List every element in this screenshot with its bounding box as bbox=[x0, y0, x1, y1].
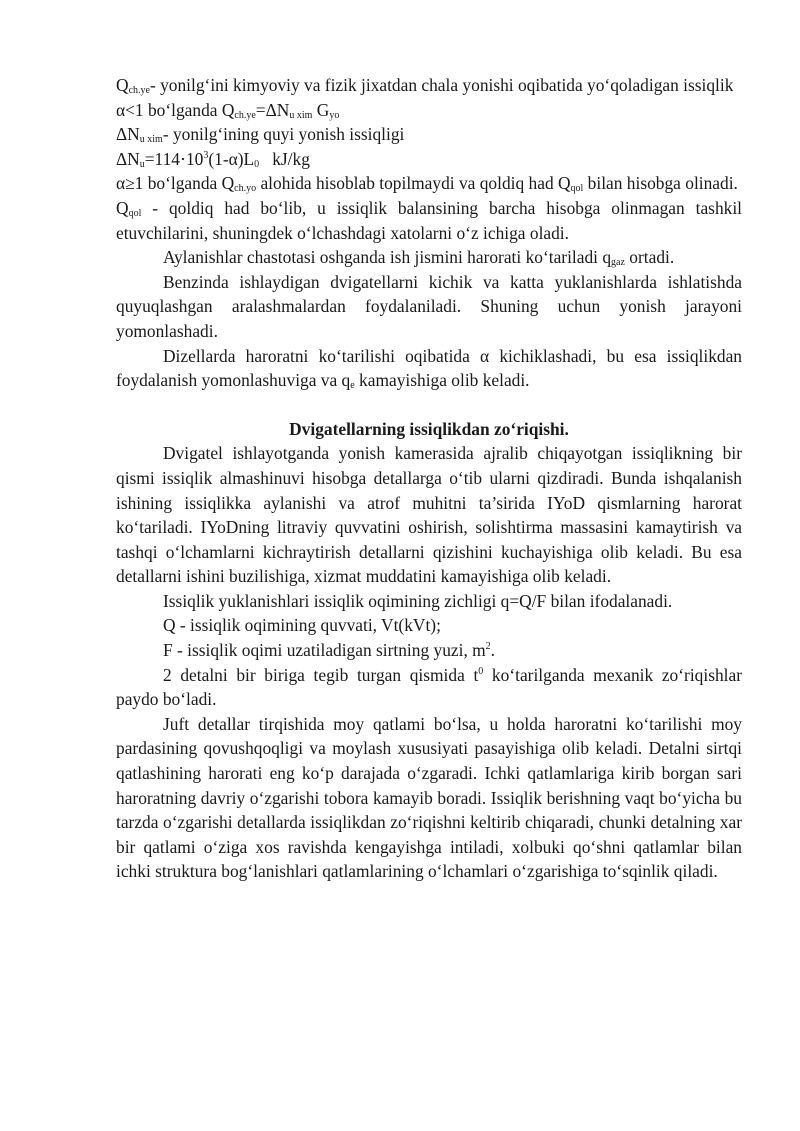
superscript: 2 bbox=[485, 641, 491, 653]
paragraph-text: - qoldiq had bo‘lib, u issiqlik balansining barcha hisobga olinmagan tashkil etuvchilarini, shuningdek o‘lchashdagi xatolarni o‘z ichiga oladi. bbox=[116, 197, 742, 243]
paragraph-text: ortadi. bbox=[624, 247, 675, 268]
paragraph-text: alohida hisoblab topilmaydi va qoldiq had Q bbox=[256, 173, 571, 194]
paragraph-q-ch-ye bbox=[116, 73, 742, 98]
paragraph-engine-heat: Dvigatel ishlayotganda yonish kamerasida ajralib chiqayotgan issiqlikning bir qismi issiqlik almashinuvi hisobga detallarga o‘tib ularni qizdiradi. Bunda ishqalanish ishining issiqlikka aylanishi va atrof muhitni ta’sirida IYoD qismlarning harorat ko‘tariladi. IYoDning litraviy quvvatini oshirish, solishtirma massasini kamaytirish va tashqi o‘lchamlarni kichraytirish detallarni qizishini kuchayishiga olib keladi. Bu esa detallarni ishini buzilishiga, xizmat muddatini kamayishiga olib keladi. bbox=[116, 443, 742, 587]
subscript: ch.ye bbox=[128, 85, 150, 96]
subscript: u bbox=[139, 158, 145, 170]
symbol-q: Q bbox=[116, 75, 129, 95]
section-heading: Dvigatellarning issiqlikdan zo‘riqishi. bbox=[289, 418, 569, 439]
subscript: ch.yo bbox=[234, 183, 257, 195]
paragraph-petrol-engines: Benzinda ishlaydigan dvigatellarni kichik va katta yuklanishlarda ishlatishda quyuqlashgan aralashmalardan foydalaniladi. Shuning uchun yonish jarayoni yomonlashadi. bbox=[116, 271, 742, 341]
paragraph-text: Dizellarda haroratni ko‘tarilishi oqibatida α kichiklashadi, bu esa issiqlikdan foydalanish yomonlashuviga va q bbox=[116, 345, 742, 391]
subscript: u xim bbox=[139, 134, 163, 146]
paragraph-alpha-ge-1 bbox=[116, 171, 742, 196]
formula-text: - yonilg‘ining quyi yonish issiqligi bbox=[162, 124, 405, 145]
paragraph-heat-flux: Issiqlik yuklanishlari issiqlik oqimining zichligi q=Q/F bilan ifodalanadi. bbox=[163, 590, 673, 611]
subscript: ch.ye bbox=[234, 109, 256, 121]
paragraph-rotation-frequency bbox=[116, 245, 742, 270]
subscript: e bbox=[350, 380, 355, 392]
superscript: 0 bbox=[478, 665, 484, 677]
superscript: 3 bbox=[203, 149, 209, 161]
formula-text: ΔN bbox=[116, 124, 140, 145]
subscript: 0 bbox=[254, 158, 260, 170]
paragraph-text: F - issiqlik oqimi uzatiladigan sirtning yuzi, m bbox=[163, 640, 486, 661]
paragraph-f-definition bbox=[116, 638, 742, 663]
formula-text: G bbox=[312, 99, 330, 120]
subscript: gaz bbox=[611, 257, 625, 269]
formula-text: kJ/kg bbox=[259, 148, 310, 169]
paragraph-text: α≥1 bo‘lganda Q bbox=[116, 173, 235, 194]
paragraph-mechanical-stress bbox=[116, 663, 742, 712]
formula-text: (1-α)L bbox=[208, 148, 255, 169]
paragraph-text: . bbox=[490, 640, 496, 661]
paragraph-text: ko‘tarilganda mexanik zo‘riqishlar paydo bo‘ladi. bbox=[116, 664, 743, 710]
subscript: yo bbox=[329, 109, 340, 121]
paragraph-q-qol bbox=[116, 196, 742, 245]
formula-line-2 bbox=[116, 122, 742, 147]
paragraph-text: - yonilg‘ini kimyoviy va fizik jixatdan chala yonishi oqibatida yo‘qoladigan issiqlik bbox=[149, 75, 734, 95]
formula-line-1 bbox=[116, 98, 742, 123]
formula-text: ΔN bbox=[116, 148, 140, 169]
paragraph-q-definition: Q - issiqlik oqimining quvvati, Vt(kVt); bbox=[163, 615, 441, 636]
symbol-q: Q bbox=[116, 197, 129, 218]
subscript: u xim bbox=[289, 109, 313, 121]
subscript: qol bbox=[128, 207, 142, 219]
paragraph-text: kamayishiga olib keladi. bbox=[354, 370, 530, 391]
paragraph-text: 2 detalni bir biriga tegib turgan qismida t bbox=[163, 664, 479, 685]
paragraph-diesels bbox=[116, 344, 742, 393]
subscript: qol bbox=[570, 183, 584, 195]
formula-text: =114⋅10 bbox=[144, 148, 204, 169]
paragraph-oil-layer: Juft detallar tirqishida moy qatlami bo‘lsa, u holda haroratni ko‘tarilishi moy pardasining qovushqoqligi va moylash xususiyati pasayishiga olib keladi. Detalni sirtqi qatlashining harorati eng ko‘p darajada o‘zgaradi. Ichki qatlamlariga kirib borgan sari haroratning davriy o‘zgarishi tobora kamayib boradi. Issiqlik berishning vaqt bo‘yicha bu tarzda o‘zgarishi detallarda issiqlikdan zo‘riqishni keltirib chiqaradi, chunki detalning xar bir qatlami o‘ziga xos ravishda kengayishga intiladi, xolbuki qo‘shni qatlamlar bilan ichki struktura bog‘lanishlari qatlamlarining o‘lchamlari o‘zgarishiga to‘sqinlik qiladi. bbox=[116, 713, 742, 882]
paragraph-text: Aylanishlar chastotasi oshganda ish jismini harorati ko‘tariladi q bbox=[163, 247, 612, 268]
paragraph-text: bilan hisobga olinadi. bbox=[583, 173, 738, 194]
formula-text: =ΔN bbox=[255, 99, 290, 120]
formula-line-3 bbox=[116, 147, 742, 172]
formula-text: α<1 bo‘lganda Q bbox=[116, 99, 235, 120]
